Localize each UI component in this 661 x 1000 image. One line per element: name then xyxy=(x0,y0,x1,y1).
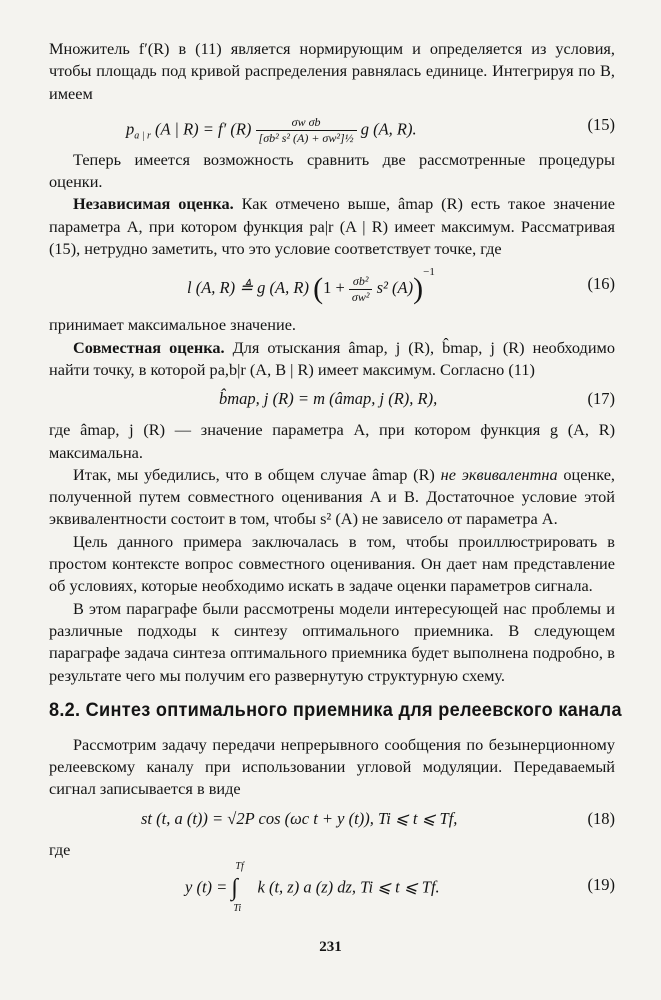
eq15-rhs: g (A, R). xyxy=(360,119,417,139)
eq16-number: (16) xyxy=(587,274,615,294)
page-number: 231 xyxy=(319,939,342,955)
term-joint-estimate: Совместная оценка. xyxy=(73,337,225,357)
eq15-fraction xyxy=(256,115,357,146)
eq19-rhs: k (t, z) a (z) dz, Ti ⩽ t ⩽ Tf. xyxy=(257,877,440,897)
integral-sign: ∫ Tf Ti xyxy=(231,861,244,915)
eq19-number: (19) xyxy=(587,875,615,895)
eq18-body: st (t, a (t)) = √2P cos (ωc t + y (t)), Ti ⩽ t ⩽ Tf, xyxy=(141,808,458,828)
eq16-fraction xyxy=(349,274,373,305)
paragraph-where-a-map: где âmap, j (R) — значение параметра A, при котором функция g (A, R) максимальна. xyxy=(49,420,615,462)
eq15-numerator: σw σb xyxy=(256,115,357,131)
equation-16: l (A, R) ≜ g (A, R) (1 + $\frac{\text{σb²}}{\text{σw²}}$ s² (A))$^{-1}$ (16) xyxy=(187,266,615,306)
term-independent-estimate: Независимая оценка. xyxy=(73,194,234,214)
equation-18 xyxy=(49,803,615,837)
equation-17 xyxy=(49,383,615,417)
equation-15: $p_{a | r}$ (A | R) = f′ (R) $\frac{\text{σw σb}}{\text{[σb² s² (A) + σw²]½}}$ g (A, R). (15) xyxy=(126,114,615,145)
eq16-numerator: σb² xyxy=(349,274,373,290)
paragraph-conclusion: Итак, мы убедились, что в общем случае âmap (R) не эквивалентна оценке, полученной путем совместного оценивания A и B. Достаточное условие этой эквивалентности состоит в том, чтобы s² (A) не зависело от параметра A. xyxy=(49,464,616,529)
paragraph-rayleigh-channel: Рассмотрим задачу передачи непрерывного сообщения по безынерционному релеевскому каналу при использовании угловой модуляции. Передаваемый сигнал записывается в виде xyxy=(49,734,615,799)
eq16-exponent: −1 xyxy=(423,266,435,279)
paragraph-independent-estimate: Независимая оценка. Как отмечено выше, âmap (R) есть такое значение параметра A, при котором функция pa|r (A | R) имеет максимум. Рассматривая (15), нетрудно заметить, что это условие соответствует точке, где xyxy=(49,194,615,259)
eq16-lhs: l (A, R) ≜ g (A, R) xyxy=(187,278,309,298)
paragraph-joint-estimate: Совместная оценка. Для отыскания âmap, j (R), b̂map, j (R) необходимо найти точку, в которой pa,b|r (A, B | R) имеет максимум. Согласно (11) xyxy=(49,337,615,379)
eq15-lhs: p xyxy=(126,119,135,139)
paragraph-purpose: Цель данного примера заключалась в том, чтобы проиллюстрировать в простом контексте вопрос совместного оценивания. Он дает нам представление об условиях, которые необходимо искать в задаче оценки параметров сигнала. xyxy=(49,531,615,596)
paragraph-compare: Теперь имеется возможность сравнить две рассмотренные процедуры оценки. xyxy=(49,149,615,192)
equation-19 xyxy=(49,863,615,915)
eq19-lower-limit: Ti xyxy=(233,903,242,915)
document-page xyxy=(49,38,622,917)
eq15-mid: (A | R) = f′ (R) xyxy=(155,119,252,139)
eq15-denominator: [σb² s² (A) + σw²]½ xyxy=(258,130,354,145)
paragraph-summary: В этом параграфе были рассмотрены модели интересующей нас проблемы и различные подходы к синтезу оптимального приемника. В следующем параграфе задача синтеза оптимального приемника будет выполнена подробно, в результате чего мы получим его развернутую структурную схему. xyxy=(49,598,615,685)
paragraph-max-value: принимает максимальное значение. xyxy=(49,315,297,335)
eq15-number: (15) xyxy=(587,114,615,134)
paragraph-where: где xyxy=(49,839,71,859)
paragraph-normalizing-factor: Множитель f′(R) в (11) является нормирующим и определяется из условия, чтобы площадь под кривой распределения равнялась единице. Интегрируя по B, имеем xyxy=(49,39,615,103)
eq16-tail: s² (A) xyxy=(376,278,414,298)
phrase-not-equivalent: не эквивалентна xyxy=(440,464,558,484)
eq18-number: (18) xyxy=(587,808,615,828)
eq19-lhs: y (t) = xyxy=(185,877,228,897)
eq17-number: (17) xyxy=(587,389,615,409)
section-heading-8-2: 8.2. Синтез оптимального приемника для релеевского канала xyxy=(49,698,622,721)
eq17-body: b̂map, j (R) = m (âmap, j (R), R), xyxy=(219,389,438,409)
eq16-denominator: σw² xyxy=(351,290,370,305)
eq19-upper-limit: Tf xyxy=(235,861,244,873)
eq16-one: 1 + xyxy=(323,278,345,298)
